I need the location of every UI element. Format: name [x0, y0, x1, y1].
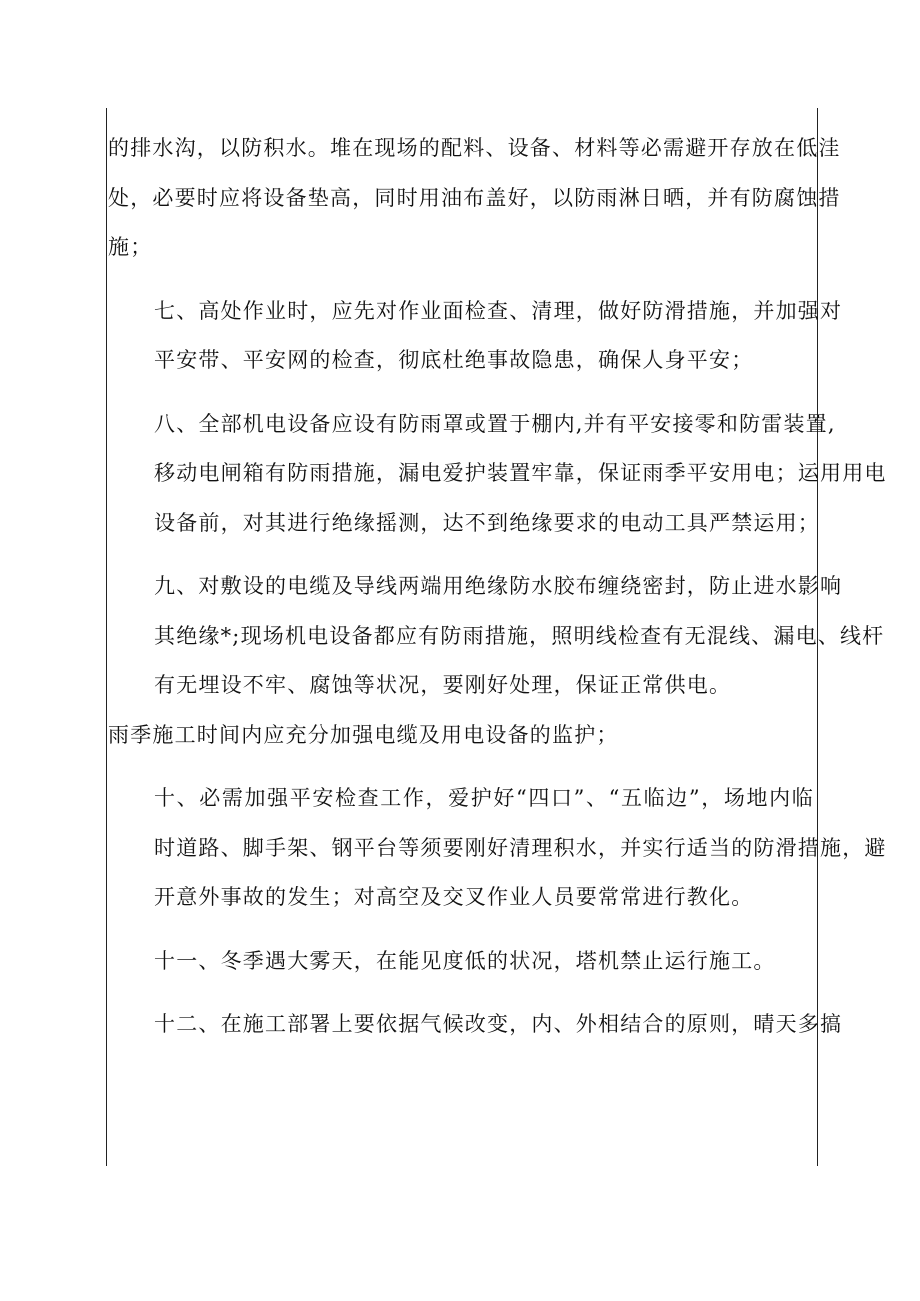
paragraph-item-11 [108, 937, 814, 987]
text-line: 雨季施工时间内应充分加强电缆及用电设备的监护； [108, 722, 619, 747]
text-line: 时道路、脚手架、钢平台等须要刚好清理积水，并实行适当的防滑措施，避 [154, 835, 887, 860]
paragraph-item-7 [108, 287, 843, 386]
text-line: 移动电闸箱有防雨措施，漏电爱护装置牢靠，保证雨季平安用电；运用用电 [154, 461, 887, 485]
text-line: 九、对敷设的电缆及导线两端用绝缘防水胶布缠绕密封，防止进水影响 [154, 574, 843, 598]
paragraph-item-10 [108, 774, 887, 923]
text-line: 八、全部机电设备应设有防雨罩或置于棚内,并有平安接零和防雷装置, [154, 411, 836, 436]
paragraph-item-9 [108, 562, 885, 711]
document-body [108, 124, 887, 1050]
text-line: 开意外事故的发生；对高空及交叉作业人员要常常进行教化。 [154, 885, 754, 909]
text-line: 有无埋设不牢、腐蚀等状况，要刚好处理，保证正常供电。 [154, 673, 732, 697]
text-line: 十、必需加强平安检查工作，爱护好“四口”、“五临边”，场地内临 [154, 786, 814, 810]
text-line: 其绝缘*;现场机电设备都应有防雨措施，照明线检查有无混线、漏电、线杆 [154, 623, 885, 648]
paragraph-item-12 [108, 1000, 843, 1050]
paragraph-continuation [108, 124, 841, 273]
text-line: 七、高处作业时，应先对作业面检查、清理，做好防滑措施，并加强对 [154, 298, 843, 323]
paragraph-item-8 [108, 400, 887, 549]
text-line: 处，必要时应将设备垫高，同时用油布盖好，以防雨淋日晒，并有防腐蚀措 [108, 185, 841, 210]
text-line: 十二、在施工部署上要依据气候改变，内、外相结合的原则，晴天多搞 [154, 1012, 843, 1036]
text-line: 平安带、平安网的检查，彻底杜绝事故隐患，确保人身平安； [154, 348, 754, 372]
text-line: 的排水沟，以防积水。堆在现场的配料、设备、材料等必需避开存放在低洼 [108, 136, 841, 160]
text-line: 设备前，对其进行绝缘摇测，达不到绝缘要求的电动工具严禁运用； [154, 510, 820, 535]
paragraph-rain-season [108, 711, 814, 761]
text-line: 施； [108, 235, 153, 259]
text-line: 十一、冬季遇大雾天，在能见度低的状况，塔机禁止运行施工。 [154, 948, 776, 973]
